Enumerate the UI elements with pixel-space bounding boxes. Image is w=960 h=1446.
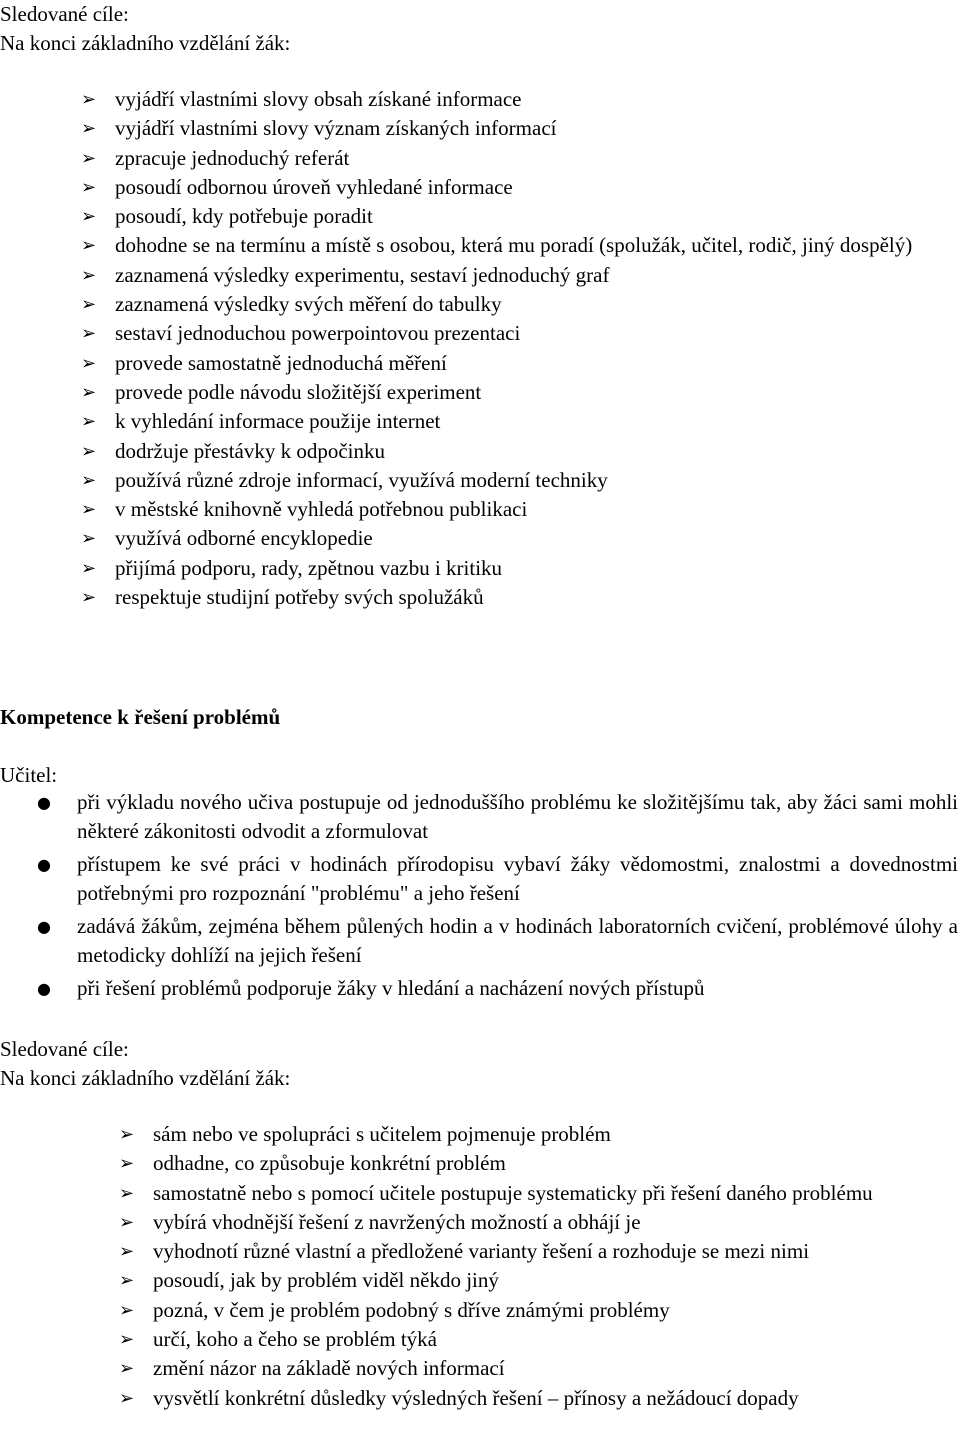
arrow-bullet-icon: ➢	[81, 352, 97, 374]
arrow-bullet-icon: ➢	[119, 1270, 135, 1292]
arrow-bullet-icon: ➢	[119, 1241, 135, 1263]
arrow-bullet-icon: ➢	[81, 323, 97, 345]
dot-bullet-icon: ●	[37, 793, 51, 812]
list-item: ➢ vybírá vhodnější řešení z navržených možností a obhájí je	[153, 1208, 959, 1237]
list-item: ● zadává žákům, zejména během půlených hodin a v hodinách laboratorních cvičení, problémové úlohy a metodicky dohlíží na jejich řešení	[37, 914, 958, 967]
arrow-bullet-icon: ➢	[119, 1329, 135, 1351]
list-item: ➢ sám nebo ve spolupráci s učitelem pojmenuje problém	[153, 1120, 959, 1149]
section-title: Kompetence k řešení problémů	[0, 705, 281, 729]
list-item: ➢ posoudí, jak by problém viděl někdo jiný	[153, 1266, 959, 1295]
list-item: ➢ respektuje studijní potřeby svých spolužáků	[115, 583, 960, 612]
arrow-bullet-icon: ➢	[81, 89, 97, 110]
arrow-bullet-icon: ➢	[81, 206, 97, 228]
list-item: ➢ provede podle návodu složitější experiment	[115, 378, 960, 407]
arrow-bullet-icon: ➢	[81, 118, 97, 140]
arrow-bullet-icon: ➢	[81, 147, 97, 169]
dot-bullet-icon: ●	[37, 979, 51, 998]
goals-subheading: Na konci základního vzdělání žák:	[0, 1066, 291, 1090]
goals-heading: Sledované cíle:	[0, 2, 129, 26]
arrow-bullet-icon: ➢	[81, 176, 97, 198]
list-item: ➢ samostatně nebo s pomocí učitele postupuje systematicky při řešení daného problému	[153, 1179, 959, 1208]
teacher-strategies-list	[37, 788, 958, 1007]
arrow-bullet-icon: ➢	[119, 1387, 135, 1409]
list-item: ➢ přijímá podporu, rady, zpětnou vazbu i kritiku	[115, 554, 960, 583]
arrow-bullet-icon: ➢	[81, 557, 97, 579]
arrow-bullet-icon: ➢	[81, 499, 97, 521]
arrow-bullet-icon: ➢	[81, 264, 97, 286]
dot-bullet-icon: ●	[37, 917, 51, 936]
list-item: ➢ provede samostatně jednoduchá měření	[115, 349, 960, 378]
list-item: ➢ pozná, v čem je problém podobný s dříve známými problémy	[153, 1296, 959, 1325]
list-item: ● při výkladu nového učiva postupuje od jednoduššího problému ke složitějšímu tak, aby žáci sami mohli některé zákonitosti odvodit a zformulovat	[37, 790, 958, 843]
goals-subheading: Na konci základního vzdělání žák:	[0, 31, 291, 55]
teacher-label: Učitel:	[0, 763, 58, 787]
list-item: ➢ v městské knihovně vyhledá potřebnou publikaci	[115, 495, 960, 524]
arrow-bullet-icon: ➢	[81, 235, 97, 257]
list-item: ➢ využívá odborné encyklopedie	[115, 524, 960, 553]
list-item: ➢ k vyhledání informace použije internet	[115, 407, 960, 436]
list-item: ➢ vysvětlí konkrétní důsledky výsledných řešení – přínosy a nežádoucí dopady	[153, 1384, 959, 1413]
list-item: ➢ zaznamená výsledky experimentu, sestaví jednoduchý graf	[115, 261, 960, 290]
goals-list	[81, 85, 960, 612]
arrow-bullet-icon: ➢	[81, 294, 97, 316]
list-item: ➢ vyhodnotí různé vlastní a předložené varianty řešení a rozhoduje se mezi nimi	[153, 1237, 959, 1266]
arrow-bullet-icon: ➢	[81, 381, 97, 403]
arrow-bullet-icon: ➢	[119, 1211, 135, 1233]
list-item: ➢ změní názor na základě nových informací	[153, 1354, 959, 1383]
list-item: ➢ sestaví jednoduchou powerpointovou prezentaci	[115, 319, 960, 348]
list-item: ➢ vyjádří vlastními slovy obsah získané informace	[115, 85, 960, 114]
dot-bullet-icon: ●	[37, 855, 51, 874]
list-item: ➢ určí, koho a čeho se problém týká	[153, 1325, 959, 1354]
list-item: ➢ zpracuje jednoduchý referát	[115, 144, 960, 173]
arrow-bullet-icon: ➢	[81, 528, 97, 550]
list-item: ➢ vyjádří vlastními slovy význam získaných informací	[115, 114, 960, 143]
list-item: ➢ zaznamená výsledky svých měření do tabulky	[115, 290, 960, 319]
list-item: ● přístupem ke své práci v hodinách přírodopisu vybaví žáky vědomostmi, znalostmi a dovednostmi potřebnými pro rozpoznání "problému" a jeho řešení	[37, 852, 958, 905]
arrow-bullet-icon: ➢	[119, 1299, 135, 1321]
arrow-bullet-icon: ➢	[119, 1124, 135, 1145]
arrow-bullet-icon: ➢	[81, 469, 97, 491]
list-item: ➢ dodržuje přestávky k odpočinku	[115, 437, 960, 466]
list-item: ➢ používá různé zdroje informací, využívá moderní techniky	[115, 466, 960, 495]
goals-list	[119, 1120, 959, 1413]
arrow-bullet-icon: ➢	[119, 1153, 135, 1175]
arrow-bullet-icon: ➢	[81, 411, 97, 433]
list-item: ● při řešení problémů podporuje žáky v hledání a nacházení nových přístupů	[77, 974, 958, 1003]
list-item: ➢ dohodne se na termínu a místě s osobou, která mu poradí (spolužák, učitel, rodič, jiný dospělý)	[115, 231, 960, 260]
list-item: ➢ odhadne, co způsobuje konkrétní problém	[153, 1149, 959, 1178]
arrow-bullet-icon: ➢	[81, 587, 97, 609]
arrow-bullet-icon: ➢	[81, 440, 97, 462]
arrow-bullet-icon: ➢	[119, 1182, 135, 1204]
list-item: ➢ posoudí, kdy potřebuje poradit	[115, 202, 960, 231]
list-item: ➢ posoudí odbornou úroveň vyhledané informace	[115, 173, 960, 202]
goals-heading: Sledované cíle:	[0, 1037, 129, 1061]
arrow-bullet-icon: ➢	[119, 1358, 135, 1380]
